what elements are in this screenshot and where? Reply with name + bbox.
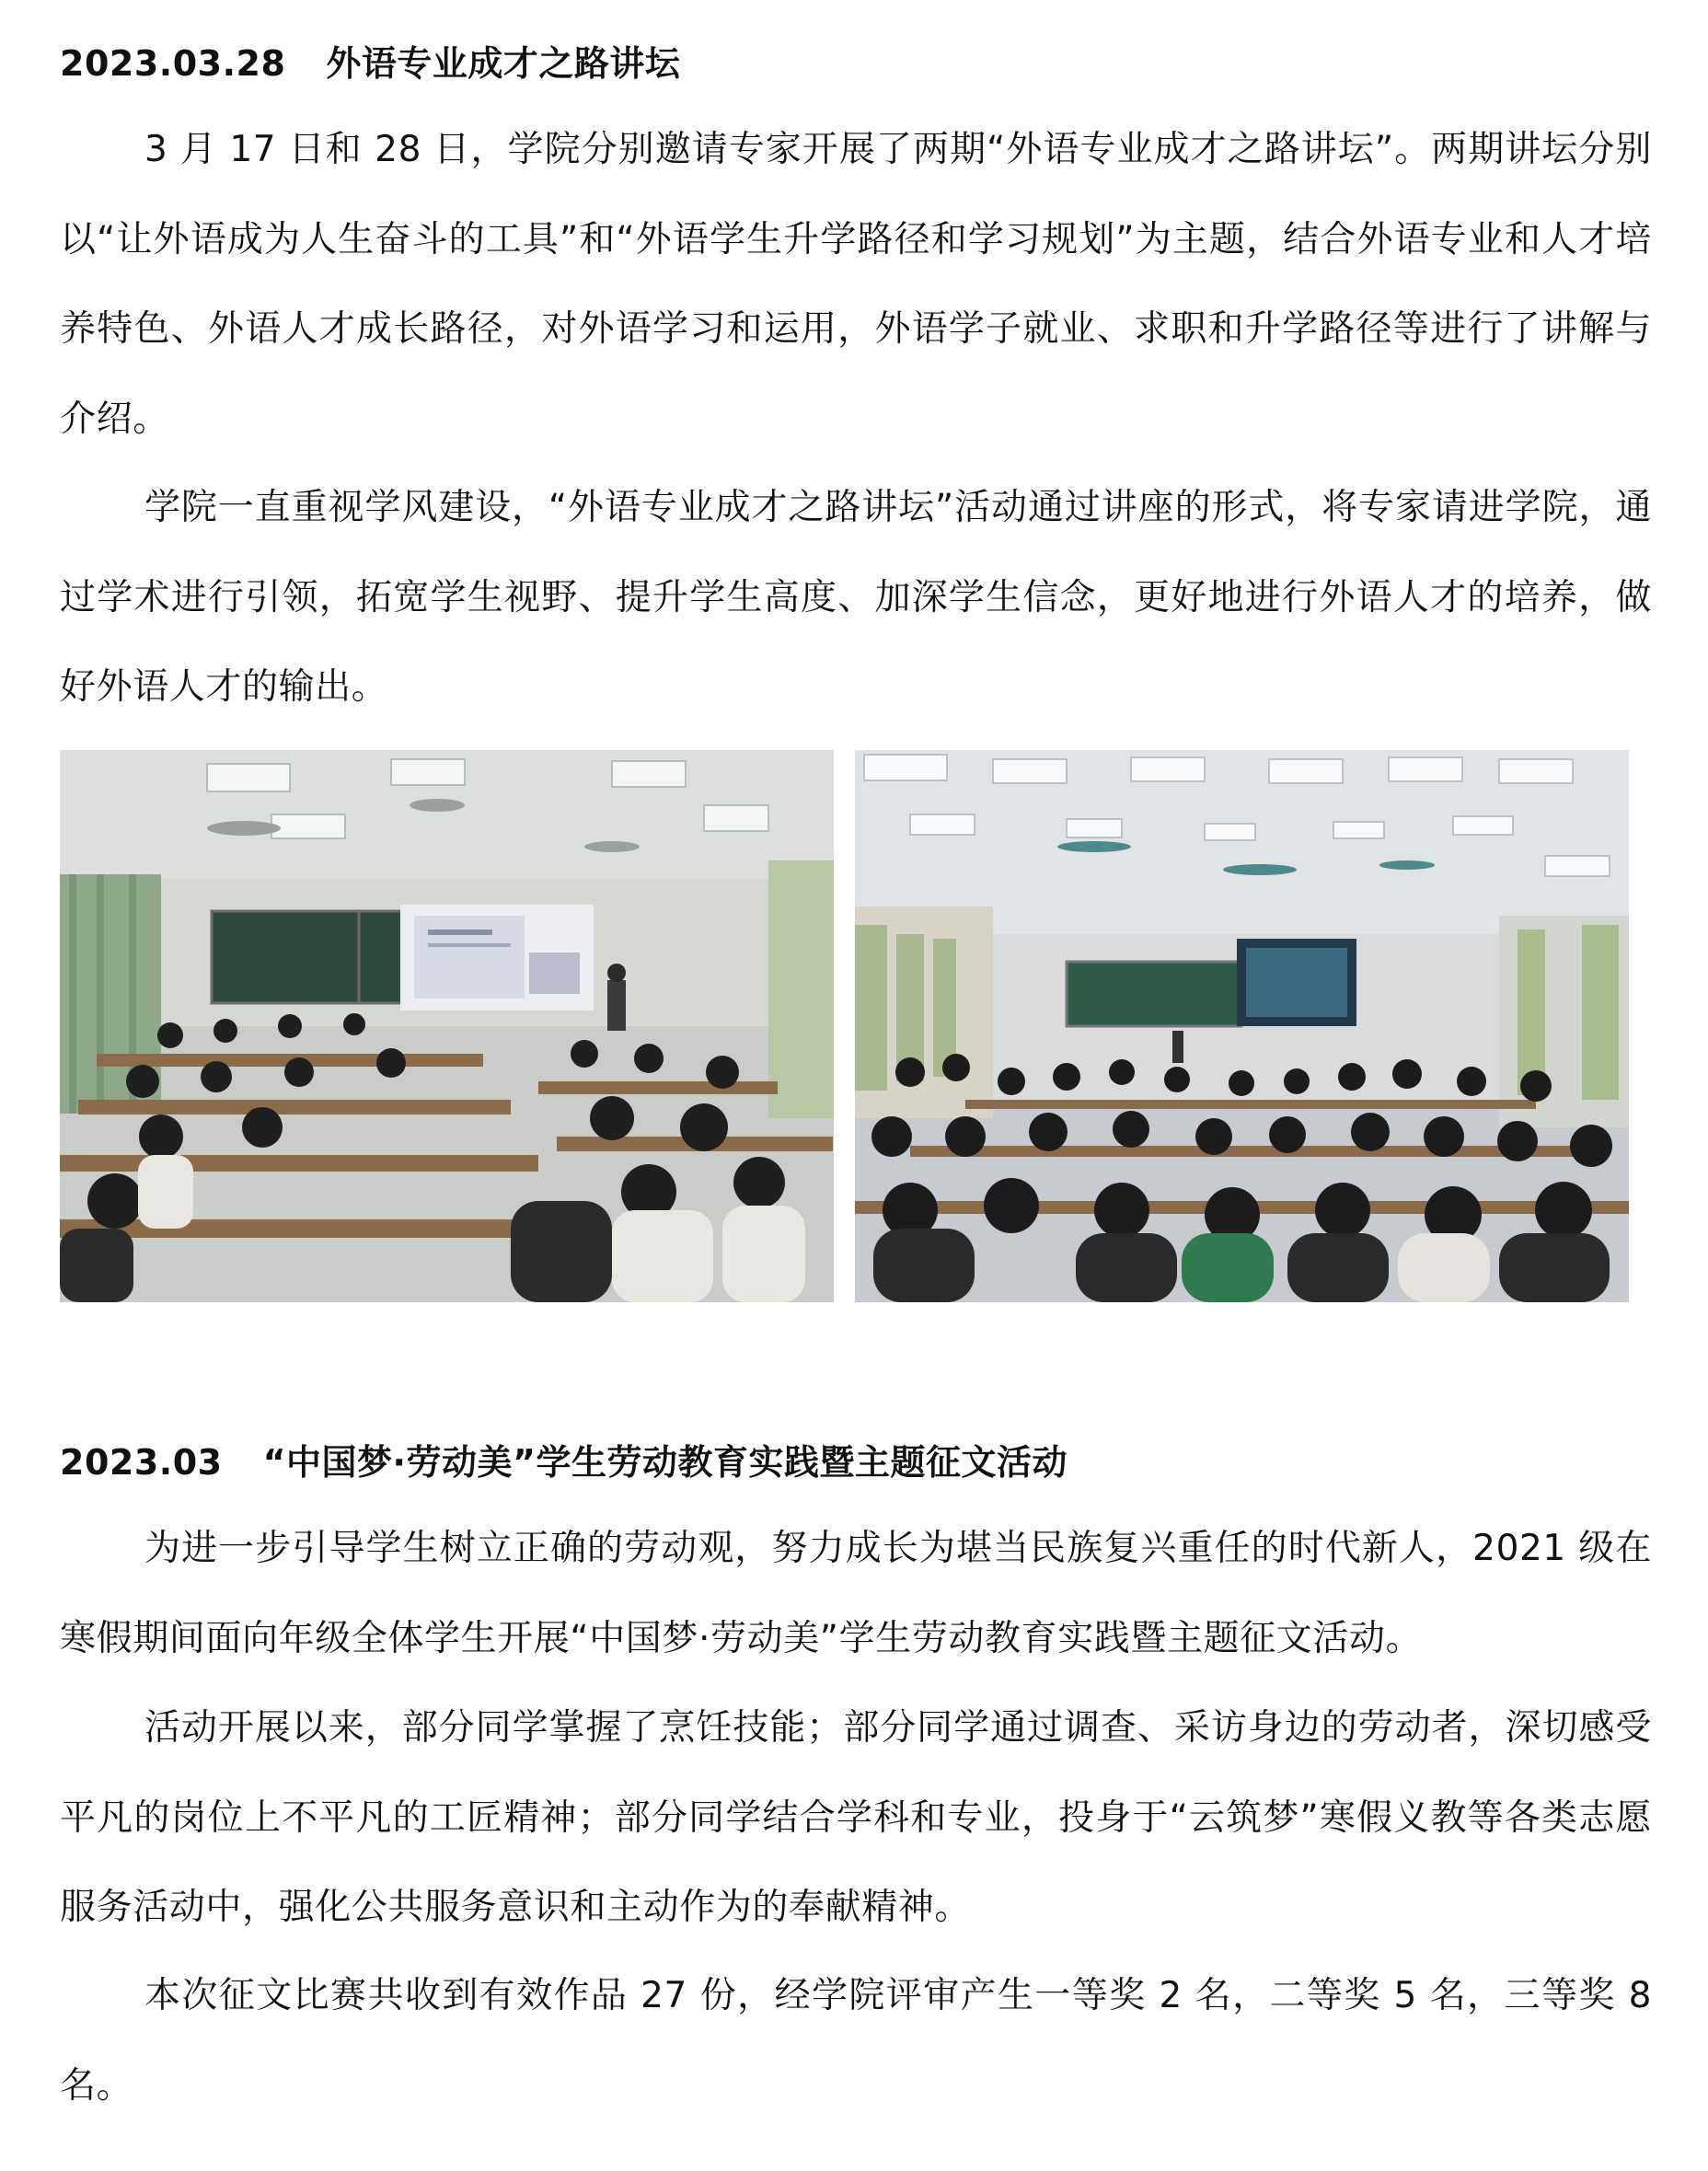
section1-paragraph-2: 学院一直重视学风建设，“外语专业成才之路讲坛”活动通过讲座的形式，将专家请进学院，通过学术进行引领，拓宽学生视野、提升学生高度、加深学生信念，更好地进行外语人才的培养，做好外语人才的输出。 [60,487,1652,708]
section2-title: “中国梦·劳动美”学生劳动教育实践暨主题征文活动 [262,1442,1068,1483]
section2-paragraph-1: 为进一步引导学生树立正确的劳动观，努力成长为堪当民族复兴重任的时代新人，2021 级在寒假期间面向年级全体学生开展“中国梦·劳动美”学生劳动教育实践暨主题征文活动。 [60,1528,1652,1659]
section2-date: 2023.03 [60,1442,223,1483]
lecture-photo-1 [60,750,834,1302]
section1-paragraph-1: 3 月 17 日和 28 日，学院分别邀请专家开展了两期“外语专业成才之路讲坛”。两期讲坛分别以“让外语成为人生奋斗的工具”和“外语学生升学路径和学习规划”为主题，结合外语专业和人才培养特色、外语人才成长路径，对外语学习和运用，外语学子就业、求职和升学路径等进行了讲解与介绍。 [60,129,1652,440]
section2-heading [60,1434,1068,1484]
lecture-photo-2 [855,750,1629,1302]
section1-heading [60,35,680,86]
section2-paragraph-3: 本次征文比赛共收到有效作品 27 份，经学院评审产生一等奖 2 名，二等奖 5 名，三等奖 8 名。 [60,1975,1652,2107]
section1-date: 2023.03.28 [60,43,286,84]
section1-title: 外语专业成才之路讲坛 [326,43,681,84]
section2-paragraph-2: 活动开展以来，部分同学掌握了烹饪技能；部分同学通过调查、采访身边的劳动者，深切感受平凡的岗位上不平凡的工匠精神；部分同学结合学科和专业，投身于“云筑梦”寒假义教等各类志愿服务活动中，强化公共服务意识和主动作为的奉献精神。 [60,1707,1652,1928]
